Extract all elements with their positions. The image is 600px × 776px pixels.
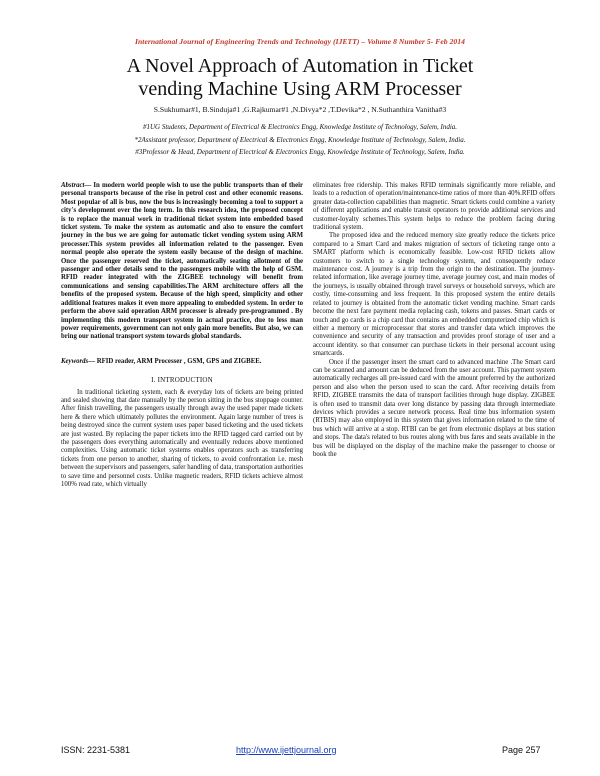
introduction-paragraph: In traditional ticketing system, each & everyday lots of tickets are being printed and sealed showing that date manually by the person sitting in the bus stoppage counter. After finish travelling, the passengers usually through away the used paper made tickets here & there which ultimately pollutes the environment. Again large number of trees is being destroyed since the current system uses paper based ticketing and the used tickets are just wasted. By replacing the paper tickets into the RFID tagged card carried out by the passengers does everything automatically and eventually reduces above mentioned complexities. Using automatic ticket systems enables operators such as transferring tickets from one person to another, sharing of tickets, to avoid confrontation i.e. mesh between the supervisors and passengers, safer handling of data, transportation authorities to save time and personnel costs. Unlike magnetic readers, RFID tickets achieve almost 100% read rate, which virtually xyxy=(61,388,303,488)
affiliations xyxy=(40,121,560,159)
section-heading-introduction: I. INTRODUCTION xyxy=(151,376,213,385)
left-column xyxy=(61,182,303,489)
footer-page-number: Page 257 xyxy=(502,745,541,755)
right-paragraph-1: eliminates free ridership. This makes RFID terminals significantly more reliable, and leads to a reduction of operation/maintenance-time ratios of more than 40%.RFID offers greater data-collection capabilities than magnetic. Smart tickets could combine a variety of different applications and enable transit operators to provide additional services and customer-loyalty schemes.This system helps to reduce the problem facing during traditional system. xyxy=(313,182,555,232)
right-paragraph-3: Once if the passenger insert the smart card to advanced machine .The Smart card can be scanned and amount can be deduced from the user account. This payment system automatically recharges all pre-issued card with the amount preferred by the authorized person and also when the person used to scan the card. After receiving details from RFID, ZIGBEE transmits the data of transport facilities through huge display. ZIGBEE is often used to transmit data over long distance by passing data through intermediate devices which provides a secure network process. Real time bus information system (RTBIS) may also employed in this system that gives information related to the time of bus which will arrive at a stop. RTBI can be get from electronic displays at bus station and stops. The data's related to bus routes along with bus fares and seats available in the bus will be displayed on the display of the machine make the passenger to choose or book the xyxy=(313,358,555,458)
keywords-text: — RFID reader, ARM Processer , GSM, GPS and ZIGBEE. xyxy=(88,357,262,365)
footer-journal-link[interactable]: http://www.ijettjournal.org xyxy=(236,745,337,755)
author-list: S.Sukhumar#1, B.Sinduja#1 ,G.Rajkumar#1 ,N.Divya*2 ,T.Devika*2 , N.Suthanthira Vanitha#3 xyxy=(153,105,447,114)
abstract-text: — In modern world people wish to use the public transports than of their personal transports because of the rise in petrol cost and other economic reasons. Most popular of all is bus, now the bus is increasingly becoming a tool to support a city's development over the long term. In this research idea, the proposed concept is to replace the manual work in traditional ticket system into embedded based ticket system. To make the system as automatic and also to ensure the comfort journey in the bus we are going for automatic ticket vending system using ARM processer.This system provides all information related to the passenger. Even normal people also operate the system easily because of the design of machine. Once the passenger reserved the ticket, automatically seating allotment of the passenger and other details send to the passengers mobile with the help of GSM. RFID reader integrated with the ZIGBEE technology will benefit from communications and sensing capabilities.The ARM architecture offers all the benefits of the proposed system. Because of the high speed, simplicity and other additional features makes it even more appealing to embedded system. In order to perform the above said operation ARM processer is already pre-programmed . By implementing this modern transport system in actual practice, due to less man power requirements, government can not only gain more benefits. But also, we can bring our national transport system towards global standards. xyxy=(61,182,303,341)
keywords xyxy=(61,358,303,366)
paper-title-line-1: A Novel Approach of Automation in Ticket xyxy=(126,55,474,77)
footer-issn: ISSN: 2231-5381 xyxy=(61,745,131,755)
paper-title xyxy=(60,55,540,101)
abstract-label: Abstract xyxy=(61,182,85,189)
right-column xyxy=(313,182,555,459)
right-paragraph-2: The proposed idea and the reduced memory size greatly reduce the tickets price compared to a Smart Card and makes migration of sectors of ticketing range onto a SMART platform which is economically feasible. Low-cost RFID tickets allow customers to switch to a single technology system, and consequently reduce maintenance cost. A journey is a trip from the origin to the destination. The journey-related information, like average journey time, average journey cost, and main modes of the journeys, is usually obtained through travel surveys or household surveys, which are costly, time-consuming and less frequent. In this proposed system the entire details related to journey is obtained from the automatic ticket vending machine. Smart cards become the next fare payment media replacing cash, tokens and passes. Smart cards or touch and go cards is a chip card that contains an embedded computerized chip which is either a memory or microprocessor that stores and transfer data which improves the convenience and security of any transaction and provides proof storage of user and a account identity. so that consumer can purchase tickets in their personal account using smartcards. xyxy=(313,232,555,358)
affiliation-professor-head: #3Professor & Head, Department of Electrical & Electronics Engg, Knowledge Institute of Technology, Salem, India. xyxy=(135,148,465,156)
paper-title-line-2: vending Machine Using ARM Processer xyxy=(138,78,462,100)
keywords-label: Keywords xyxy=(61,357,89,365)
abstract xyxy=(61,182,303,342)
affiliation-ug-students: #1UG Students, Department of Electrical & Electronics Engg, Knowledge Institute of Technology, Salem, India. xyxy=(142,123,458,131)
journal-header: International Journal of Engineering Trends and Technology (IJETT) – Volume 8 Number 5- Feb 2014 xyxy=(135,37,465,46)
affiliation-assistant-professor: *2Assistant professor, Department of Electrical & Electronics Engg, Knowledge Institute of Technology, Salem, India. xyxy=(134,135,466,144)
